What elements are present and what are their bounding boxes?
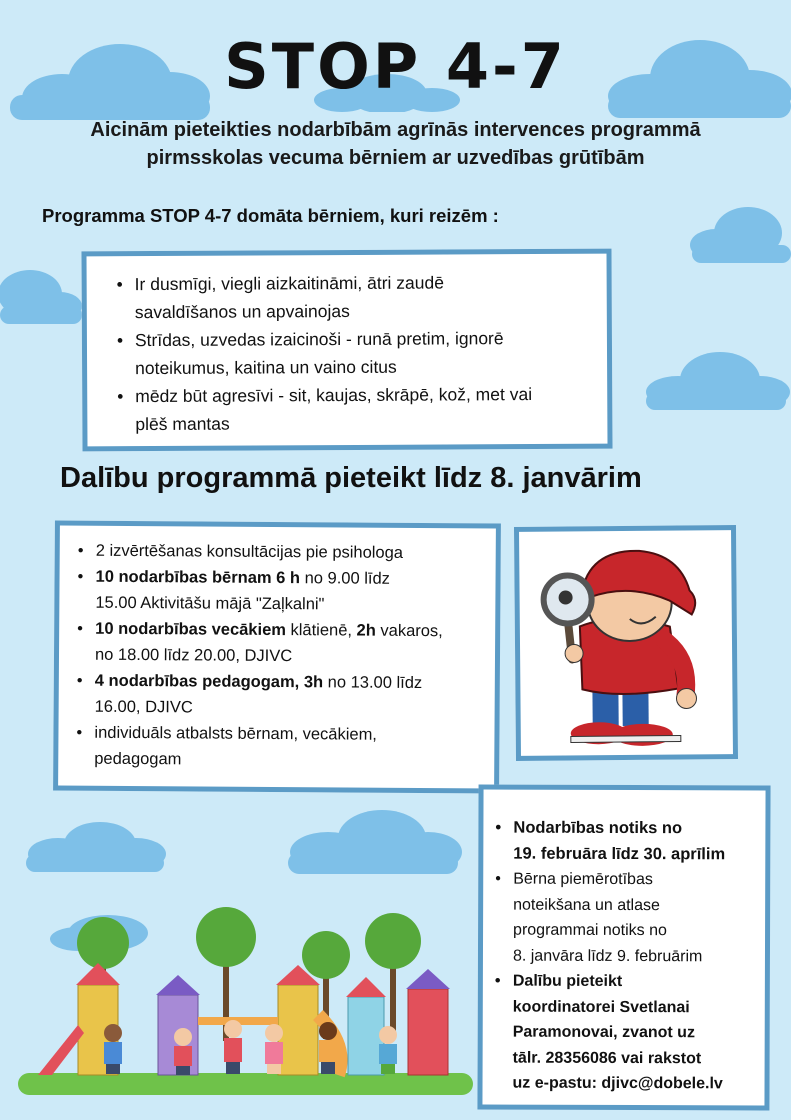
list-item: • Dalību pieteikt koordinatorei Svetlanai Paramonovai, zvanot uz tālr. 28356086 vai rakstot uz e-pastu: djivc@dobele.lv <box>490 969 756 1097</box>
detective-boy-illustration <box>519 530 733 756</box>
poster-title: STOP 4-7 <box>224 30 567 103</box>
list-item: • 10 nodarbības vecākiem klātienē, 2h vakaros, no 18.00 līdz 20.00, DJIVC <box>73 616 485 671</box>
list-item: • Bērna piemērotības noteikšana un atlase programmai notiks no 8. janvāra līdz 9. februārim <box>491 867 757 970</box>
cloud-left-mid <box>0 268 82 324</box>
list-item: • mēdz būt agresīvi - sit, kaujas, skrāpē, kož, met vai plēš mantas <box>113 380 591 439</box>
cloud-right-lower <box>640 350 790 410</box>
playground-illustration <box>18 905 473 1095</box>
info-list <box>482 790 765 1097</box>
deadline-heading: Dalību programmā pieteikt līdz 8. janvārim <box>60 462 642 494</box>
list-item: • 4 nodarbības pedagogam, 3h no 13.00 līdz 16.00, DJIVC <box>73 668 485 723</box>
list-item: • 10 nodarbības bērnam 6 h no 9.00 līdz 15.00 Aktivitāšu mājā "Zaļkalni" <box>73 564 485 619</box>
cloud-bottom-center <box>282 808 462 874</box>
symptoms-list <box>87 254 608 439</box>
illustration-box <box>514 525 738 761</box>
subtitle-line-2: pirmsskolas vecuma bērniem ar uzvedības grūtībām <box>146 147 645 169</box>
list-item: • 2 izvērtēšanas konsultācijas pie psihologa <box>74 538 486 567</box>
program-box <box>53 520 501 793</box>
list-item: • Nodarbības notiks no 19. februāra līdz 30. aprīlim <box>491 816 757 868</box>
list-item: • Strīdas, uzvedas izaicinoši - runā pretim, ignorē noteikumus, kaitina un vaino citus <box>113 324 591 383</box>
subtitle-line-1: Aicinām pieteikties nodarbībām agrīnās intervences programmā <box>90 119 701 141</box>
poster-subtitle <box>30 116 761 172</box>
list-item: • individuāls atbalsts bērnam, vecākiem, pedagogam <box>72 720 484 775</box>
intro-text: Programma STOP 4-7 domāta bērniem, kuri reizēm : <box>42 205 499 226</box>
program-list <box>58 525 496 774</box>
cloud-right-mid <box>688 205 791 263</box>
info-box <box>477 784 770 1110</box>
cloud-bottom-left <box>22 820 167 872</box>
list-item: • Ir dusmīgi, viegli aizkaitināmi, ātri zaudē savaldīšanos un apvainojas <box>113 268 591 327</box>
symptoms-box <box>81 249 612 452</box>
